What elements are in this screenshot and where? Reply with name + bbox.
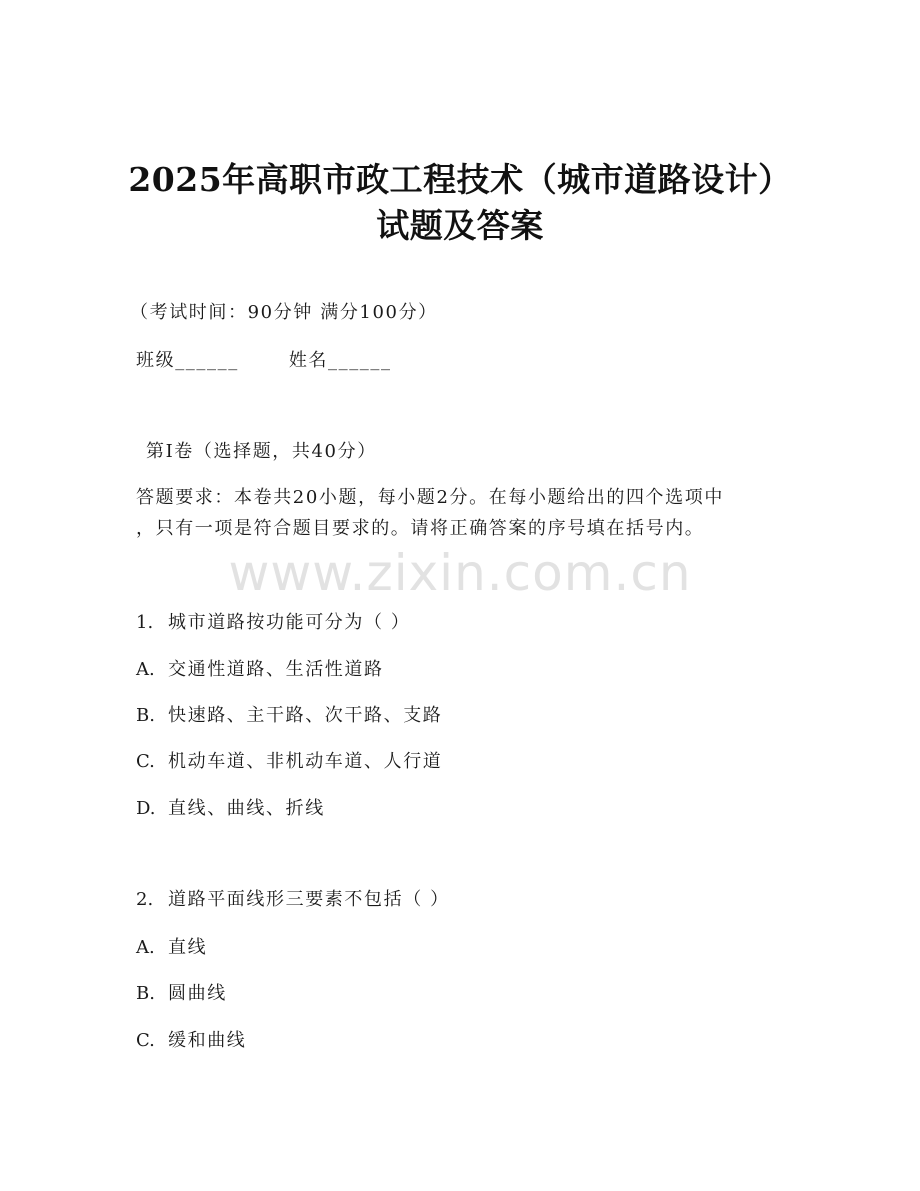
answer-option <box>136 707 442 725</box>
option-label: B. <box>136 705 155 726</box>
watermark: www.zixin.com.cn <box>228 544 692 602</box>
instructions-line1: 答题要求：本卷共20小题，每小题2分。在每小题给出的四个选项中 <box>136 487 724 508</box>
student-info-line <box>136 352 392 370</box>
answer-option <box>136 800 325 818</box>
answer-option <box>136 985 227 1003</box>
question-number: 2. <box>136 889 154 910</box>
option-text: 圆曲线 <box>168 983 227 1004</box>
instructions-line2: ，只有一项是符合题目要求的。请将正确答案的序号填在括号内。 <box>136 518 705 539</box>
question-stem <box>136 891 450 909</box>
question-stem <box>136 614 411 632</box>
question-text: 道路平面线形三要素不包括（ ） <box>168 889 450 910</box>
answer-option <box>136 1032 246 1050</box>
option-text: 直线 <box>168 937 208 958</box>
option-text: 直线、曲线、折线 <box>168 798 325 819</box>
question-number: 1. <box>136 612 154 633</box>
answer-option <box>136 753 442 771</box>
option-label: C. <box>136 751 155 772</box>
answer-option <box>136 661 384 679</box>
section-heading: 第Ⅰ卷（选择题，共40分） <box>146 441 377 462</box>
exam-info: （考试时间：90分钟 满分100分） <box>130 302 438 323</box>
name-field-label: 姓名______ <box>288 350 392 371</box>
option-text: 交通性道路、生活性道路 <box>168 659 384 680</box>
option-label: D. <box>136 798 156 819</box>
option-label: B. <box>136 983 155 1004</box>
answer-option <box>136 939 207 957</box>
question-text: 城市道路按功能可分为（ ） <box>168 612 411 633</box>
document-title-line2: 试题及答案 <box>376 206 544 245</box>
option-text: 快速路、主干路、次干路、支路 <box>168 705 443 726</box>
option-label: C. <box>136 1030 155 1051</box>
document-title-line1: 2025年高职市政工程技术（城市道路设计） <box>128 160 792 199</box>
class-field-label: 班级______ <box>136 350 239 371</box>
option-text: 缓和曲线 <box>168 1030 247 1051</box>
option-label: A. <box>136 937 155 958</box>
option-label: A. <box>136 659 155 680</box>
option-text: 机动车道、非机动车道、人行道 <box>168 751 443 772</box>
